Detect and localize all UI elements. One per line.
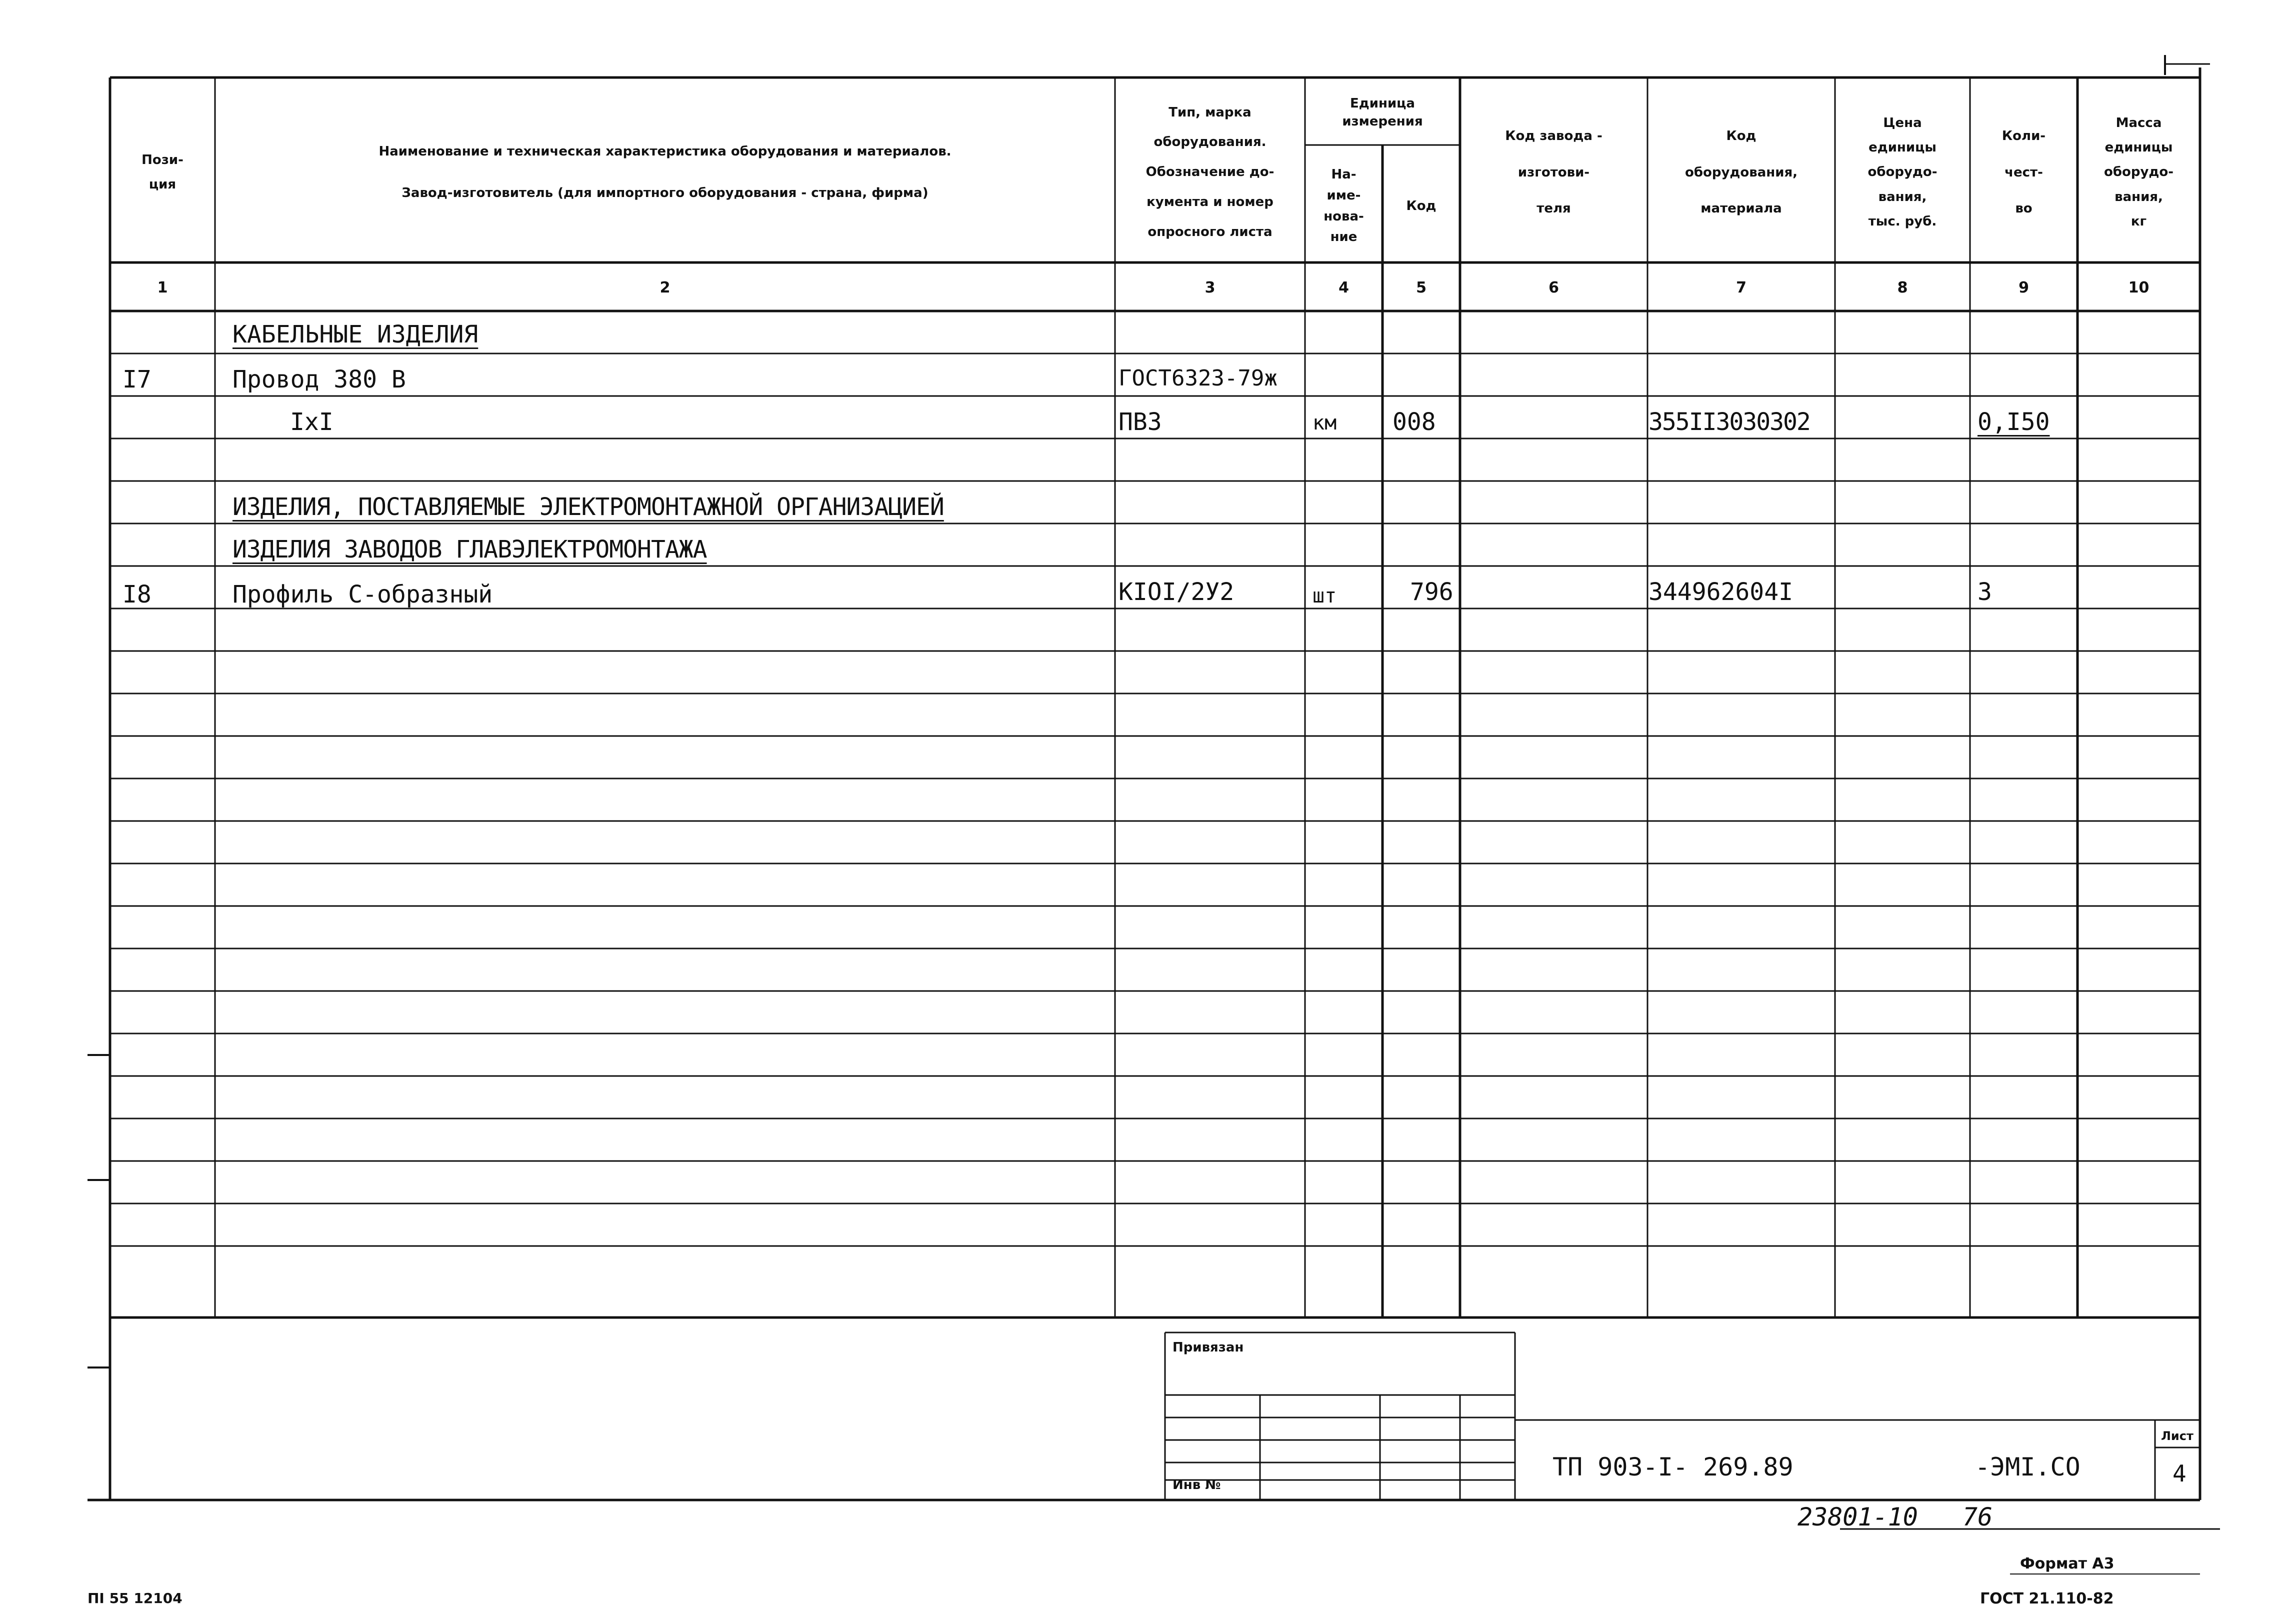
document-suffix: -ЭМI.СО — [1975, 1452, 2080, 1482]
section-title-cable-products: КАБЕЛЬНЫЕ ИЗДЕЛИЯ — [232, 320, 478, 348]
column-number-10: 10 — [2128, 278, 2150, 296]
column-number-7: 7 — [1736, 278, 1746, 296]
row-unit-code: 796 — [1410, 578, 1454, 606]
header-quantity: Коли- чест- во — [2002, 128, 2046, 216]
column-number-9: 9 — [2018, 278, 2029, 296]
header-type: Тип, марка оборудования. Обозначение до- кумента и номер опросного листа — [1146, 104, 1274, 240]
print-code: ПI 55 12104 — [88, 1590, 182, 1606]
header-mass: Масса единицы оборудо- вания, кг — [2104, 115, 2174, 230]
row-quantity: 3 — [1978, 578, 1992, 606]
stamp-inventory-number: Инв № — [1172, 1478, 1221, 1492]
row-position: I8 — [122, 580, 152, 608]
document-code: ТП 903-I- 269.89 — [1552, 1452, 1794, 1482]
row-type: КIOI/2У2 — [1118, 578, 1234, 606]
row-unit-name: км — [1312, 412, 1337, 434]
header-price: Цена единицы оборудо- вания, тыс. руб. — [1868, 115, 1938, 230]
row-equipment-code: 344962604I — [1648, 578, 1793, 606]
header-plant-code: Код завода - изготови- теля — [1505, 128, 1602, 216]
sheet-label: Лист — [2161, 1429, 2194, 1443]
row-unit-code: 008 — [1392, 408, 1436, 436]
row-unit-name: шт — [1312, 584, 1337, 608]
section-title-electrical-org: ИЗДЕЛИЯ, ПОСТАВЛЯЕМЫЕ ЭЛЕКТРОМОНТАЖНОЙ ОРГАНИЗАЦИЕЙ — [232, 493, 944, 521]
gost-label: ГОСТ 21.110-82 — [1980, 1590, 2114, 1608]
row-type: ГОСТ6323-79ж — [1118, 366, 1278, 391]
header-unit-code: Код — [1406, 198, 1436, 214]
row-type: ПВ3 — [1118, 408, 1162, 436]
row-name: Провод 380 В — [232, 366, 406, 394]
column-number-2: 2 — [660, 278, 670, 296]
row-quantity: 0,I50 — [1978, 408, 2050, 436]
section-title-glavelektromontazh: ИЗДЕЛИЯ ЗАВОДОВ ГЛАВЭЛЕКТРОМОНТАЖА — [232, 536, 707, 564]
format-label: Формат А3 — [2020, 1555, 2114, 1572]
stamp-privyazan: Привязан — [1172, 1340, 1244, 1355]
header-equipment-code: Код оборудования, материала — [1684, 128, 1798, 216]
column-number-4: 4 — [1338, 278, 1349, 296]
row-name: Профиль С-образный — [232, 580, 493, 608]
column-number-8: 8 — [1897, 278, 1908, 296]
column-number-5: 5 — [1416, 278, 1426, 296]
column-number-6: 6 — [1548, 278, 1559, 296]
header-unit-name: На- име- нова- ние — [1324, 167, 1364, 245]
sheet-number: 4 — [2172, 1460, 2186, 1487]
row-equipment-code: 355II3030302 — [1648, 408, 1810, 436]
column-number-1: 1 — [157, 278, 168, 296]
header-unit-group: Единица измерения — [1342, 96, 1423, 129]
header-name: Наименование и техническая характеристика оборудования и материалов. Завод-изготовитель (для импортного оборудования - страна, фирма) — [378, 144, 952, 200]
column-number-3: 3 — [1204, 278, 1216, 296]
handwritten-registration-number: 23801-10 — [1798, 1502, 1918, 1532]
row-position: I7 — [122, 366, 152, 394]
row-name: IxI — [290, 408, 334, 436]
header-position: Пози- ция — [142, 152, 184, 192]
handwritten-page-number: 76 — [1962, 1502, 1993, 1532]
